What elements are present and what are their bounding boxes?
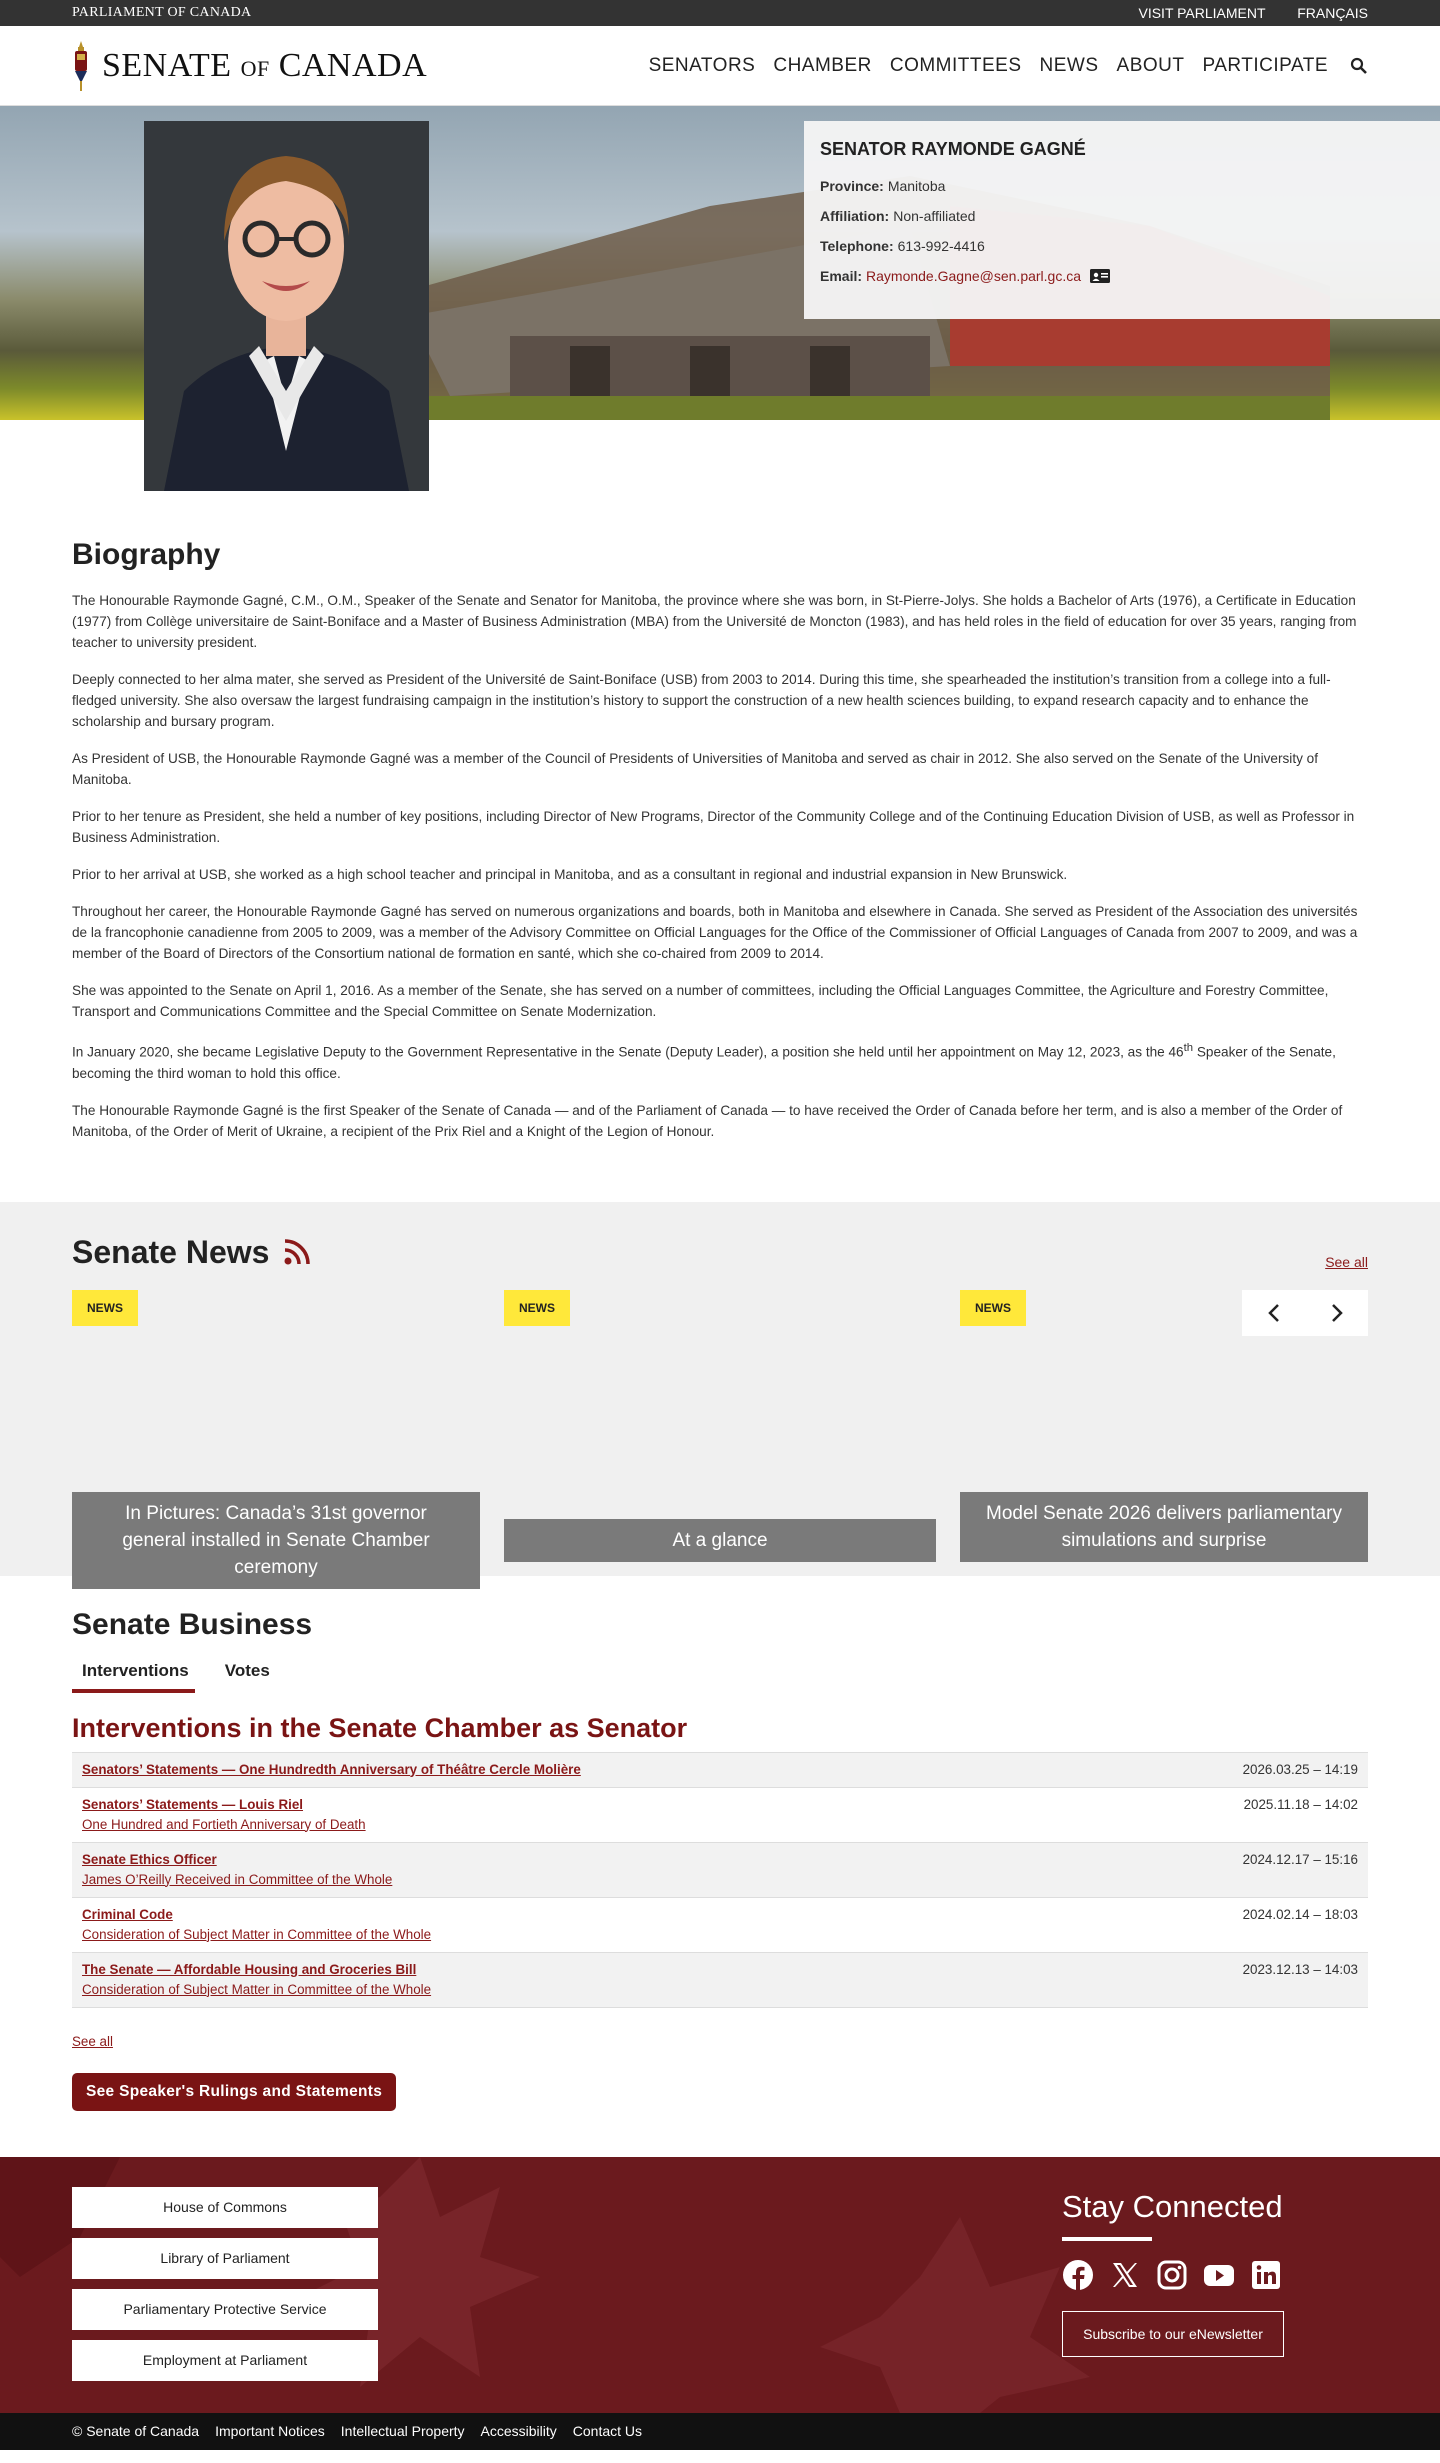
telephone-value: 613-992-4416 — [897, 238, 985, 254]
youtube-icon[interactable] — [1203, 2259, 1235, 2291]
news-heading-text: Senate News — [72, 1233, 270, 1270]
rss-icon[interactable] — [283, 1238, 311, 1266]
top-bar — [0, 0, 1440, 26]
intervention-subtitle-link[interactable]: One Hundred and Fortieth Anniversary of Death — [82, 1816, 366, 1832]
bio-paragraph: Prior to her tenure as President, she held a number of key positions, including Director of New Programs, Director of the Community College and of the Continuing Education Division of USB, as well as Professor in Business Administration. — [72, 809, 1355, 845]
intervention-subtitle-link[interactable]: Consideration of Subject Matter in Committee of the Whole — [82, 1926, 432, 1942]
footer-link-contact-us[interactable]: Contact Us — [572, 2423, 643, 2440]
table-row — [72, 1843, 1368, 1898]
intervention-date: 2023.12.13 – 14:03 — [1242, 1961, 1358, 1977]
visit-parliament-link[interactable]: VISIT PARLIAMENT — [1138, 5, 1266, 21]
facebook-icon[interactable] — [1062, 2259, 1094, 2291]
bio-paragraph: She was appointed to the Senate on April 1, 2016. As a member of the Senate, she has served on a number of committees, including the Official Languages Committee, the Agriculture and Forestry Committee, Transport and Communications Committee and the Special Committee on Senate Modernization. — [72, 983, 1329, 1019]
bio-superscript: th — [1183, 1042, 1194, 1054]
copyright-text: © Senate of Canada — [72, 2423, 200, 2440]
email-link[interactable]: Raymonde.Gagne@sen.parl.gc.ca — [866, 268, 1082, 284]
business-heading: Senate Business — [72, 1607, 313, 1641]
news-card-title[interactable]: Model Senate 2026 delivers parliamentary simulations and surprise — [960, 1492, 1368, 1562]
email-row — [820, 268, 1424, 284]
news-card-title[interactable]: In Pictures: Canada’s 31st governor general installed in Senate Chamber ceremony — [72, 1492, 480, 1589]
senator-hero — [0, 106, 1440, 420]
business-tabs — [72, 1656, 1368, 1693]
senate-business-section — [72, 1576, 1368, 2157]
nav-participate[interactable]: PARTICIPATE — [1202, 55, 1328, 76]
subscribe-newsletter-button[interactable]: Subscribe to our eNewsletter — [1062, 2311, 1284, 2357]
senator-portrait — [144, 121, 429, 491]
parliament-label[interactable]: PARLIAMENT OF CANADA — [72, 5, 252, 20]
portrait-image — [144, 121, 429, 491]
tab-votes[interactable]: Votes — [224, 1660, 270, 1680]
intervention-date: 2024.02.14 – 18:03 — [1242, 1906, 1358, 1922]
intervention-title-link[interactable]: Senate Ethics Officer — [82, 1851, 217, 1867]
table-row — [72, 1788, 1368, 1843]
bio-paragraph: Deeply connected to her alma mater, she served as President of the Université de Saint-Boniface (USB) from 2003 to 2014. During this time, she spearheaded the institution’s transition from a college into a full-fledged university. She also oversaw the largest fundraising campaign in the institution’s history to support the construction of a new health sciences building, to expand research capacity and to enhance the scholarship and bursary program. — [72, 672, 1331, 729]
language-toggle-link[interactable]: FRANÇAIS — [1297, 5, 1368, 21]
biography-heading: Biography — [72, 538, 221, 571]
footer-link-protective-service[interactable]: Parliamentary Protective Service — [72, 2289, 378, 2330]
affiliation-row — [820, 208, 1424, 224]
footer-link-intellectual-property[interactable]: Intellectual Property — [340, 2423, 465, 2440]
news-badge: NEWS — [72, 1290, 138, 1326]
social-links — [1062, 2259, 1302, 2291]
search-icon[interactable] — [1350, 57, 1368, 75]
affiliation-value: Non-affiliated — [893, 208, 976, 224]
nav-about[interactable]: ABOUT — [1116, 55, 1185, 76]
nav-senators[interactable]: SENATORS — [648, 55, 756, 76]
intervention-date: 2026.03.25 – 14:19 — [1242, 1761, 1358, 1777]
logo-word-canada: CANADA — [278, 47, 428, 84]
news-card-title[interactable]: At a glance — [504, 1519, 936, 1562]
bio-text: In January 2020, she became Legislative Deputy to the Government Representative in the Senate (Deputy Leader), a position she held until her appointment on May 12, 2023, as the 46 — [72, 1044, 1184, 1060]
senate-logo[interactable] — [72, 41, 427, 91]
province-value: Manitoba — [887, 178, 946, 194]
province-label: Province: — [820, 178, 884, 194]
intervention-title-link[interactable]: The Senate — Affordable Housing and Groceries Bill — [82, 1961, 417, 1977]
nav-news[interactable]: NEWS — [1039, 55, 1099, 76]
tab-interventions[interactable]: Interventions — [72, 1656, 195, 1693]
intervention-title-link[interactable]: Senators’ Statements — One Hundredth Anniversary of Théâtre Cercle Molière — [82, 1761, 581, 1777]
intervention-title-link[interactable]: Criminal Code — [82, 1906, 173, 1922]
bio-paragraph: Throughout her career, the Honourable Raymonde Gagné has served on numerous organizations and boards, both in Manitoba and elsewhere in Canada. She served as President of the Association des universités de la francophonie canadienne from 2005 to 2009, was a member of the Advisory Committee on Official Languages for the Office of the Commissioner of Official Languages of Canada from 2007 to 2009, and was a member of the Board of Directors of the Consortium national de formation en santé, which she co-chaired from 2009 to 2014. — [72, 904, 1358, 961]
senate-news-section — [0, 1202, 1440, 1576]
interventions-see-all-link[interactable]: See all — [72, 2033, 113, 2049]
footer-link-accessibility[interactable]: Accessibility — [480, 2423, 557, 2440]
senator-name: SENATOR RAYMONDE GAGNÉ — [820, 139, 1086, 159]
logo-word-of: OF — [240, 56, 270, 81]
linkedin-icon[interactable] — [1250, 2259, 1282, 2291]
chevron-left-icon — [1267, 1303, 1281, 1323]
carousel-prev-button[interactable] — [1242, 1290, 1305, 1336]
table-row — [72, 1898, 1368, 1953]
email-label: Email: — [820, 268, 863, 284]
bio-paragraph: As President of USB, the Honourable Raymonde Gagné was a member of the Council of Presidents of Universities of Manitoba and served as chair in 2012. She also served on the Senate of the University of Manitoba. — [72, 751, 1319, 787]
news-heading — [72, 1234, 311, 1271]
main-nav — [631, 55, 1368, 77]
senator-info-card — [804, 121, 1440, 319]
logo-wordmark — [102, 47, 427, 85]
top-links — [1110, 5, 1368, 21]
news-badge: NEWS — [504, 1290, 570, 1326]
intervention-subtitle-link[interactable]: Consideration of Subject Matter in Committee of the Whole — [82, 1981, 432, 1997]
intervention-date: 2025.11.18 – 14:02 — [1243, 1796, 1358, 1812]
footer-link-house-of-commons[interactable]: House of Commons — [72, 2187, 378, 2228]
news-see-all-link[interactable]: See all — [1325, 1253, 1368, 1270]
news-badge: NEWS — [960, 1290, 1026, 1326]
province-row — [820, 178, 1424, 194]
biography-section — [72, 420, 1368, 1202]
site-header — [0, 26, 1440, 106]
footer-link-library[interactable]: Library of Parliament — [72, 2238, 378, 2279]
bio-paragraph: Prior to her arrival at USB, she worked as a high school teacher and principal in Manitoba, and as a consultant in regional and industrial expansion in New Brunswick. — [72, 867, 1068, 882]
telephone-row — [820, 238, 1424, 254]
logo-word-senate: SENATE — [102, 47, 232, 84]
telephone-label: Telephone: — [820, 238, 894, 254]
chevron-right-icon — [1330, 1303, 1344, 1323]
interventions-table — [72, 1752, 1368, 2008]
affiliation-label: Affiliation: — [820, 208, 890, 224]
vcard-icon[interactable] — [1090, 269, 1110, 283]
bio-paragraph: The Honourable Raymonde Gagné is the first Speaker of the Senate of Canada — and of the Parliament of Canada — to have received the Order of Canada before her term, and is also a member of the Order of Manitoba, of the Order of Merit of Ukraine, a recipient of the Prix Riel and a Knight of the Legion of Honour. — [72, 1102, 1343, 1139]
table-row — [72, 1753, 1368, 1788]
bio-text: Speaker of the Senate, becoming the third woman to hold this office. — [72, 1044, 1336, 1081]
instagram-icon[interactable] — [1156, 2259, 1188, 2291]
footer-bottom-bar — [0, 2413, 1440, 2450]
carousel-next-button[interactable] — [1305, 1290, 1368, 1336]
interventions-heading: Interventions in the Senate Chamber as Senator — [72, 1712, 688, 1743]
site-footer — [0, 2157, 1440, 2413]
footer-links — [72, 2187, 378, 2391]
bio-paragraph — [72, 1038, 1368, 1084]
carousel-controls — [1242, 1290, 1368, 1336]
intervention-subtitle-link[interactable]: James O’Reilly Received in Committee of the Whole — [82, 1871, 393, 1887]
intervention-date: 2024.12.17 – 15:16 — [1242, 1851, 1358, 1867]
nav-committees[interactable]: COMMITTEES — [889, 55, 1022, 76]
crest-icon — [72, 41, 90, 91]
speaker-rulings-button[interactable]: See Speaker's Rulings and Statements — [72, 2073, 396, 2111]
footer-link-employment[interactable]: Employment at Parliament — [72, 2340, 378, 2381]
heading-underline — [1062, 2237, 1152, 2241]
bio-paragraph: The Honourable Raymonde Gagné, C.M., O.M., Speaker of the Senate and Senator for Manitoba, the province where she was born, in St-Pierre-Jolys. She holds a Bachelor of Arts (1976), a Certificate in Education (1977) from Collège universitaire de Saint-Boniface and a Master of Business Administration (MBA) from the Université de Moncton (1983), and has held roles in the field of education for over 35 years, ranging from teacher to university president. — [72, 593, 1357, 650]
intervention-title-link[interactable]: Senators’ Statements — Louis Riel — [82, 1796, 304, 1812]
nav-chamber[interactable]: CHAMBER — [773, 55, 872, 76]
stay-connected — [1062, 2189, 1302, 2357]
stay-connected-heading: Stay Connected — [1062, 2188, 1283, 2224]
footer-link-important-notices[interactable]: Important Notices — [215, 2423, 325, 2440]
x-icon[interactable] — [1109, 2259, 1141, 2291]
table-row — [72, 1953, 1368, 2008]
